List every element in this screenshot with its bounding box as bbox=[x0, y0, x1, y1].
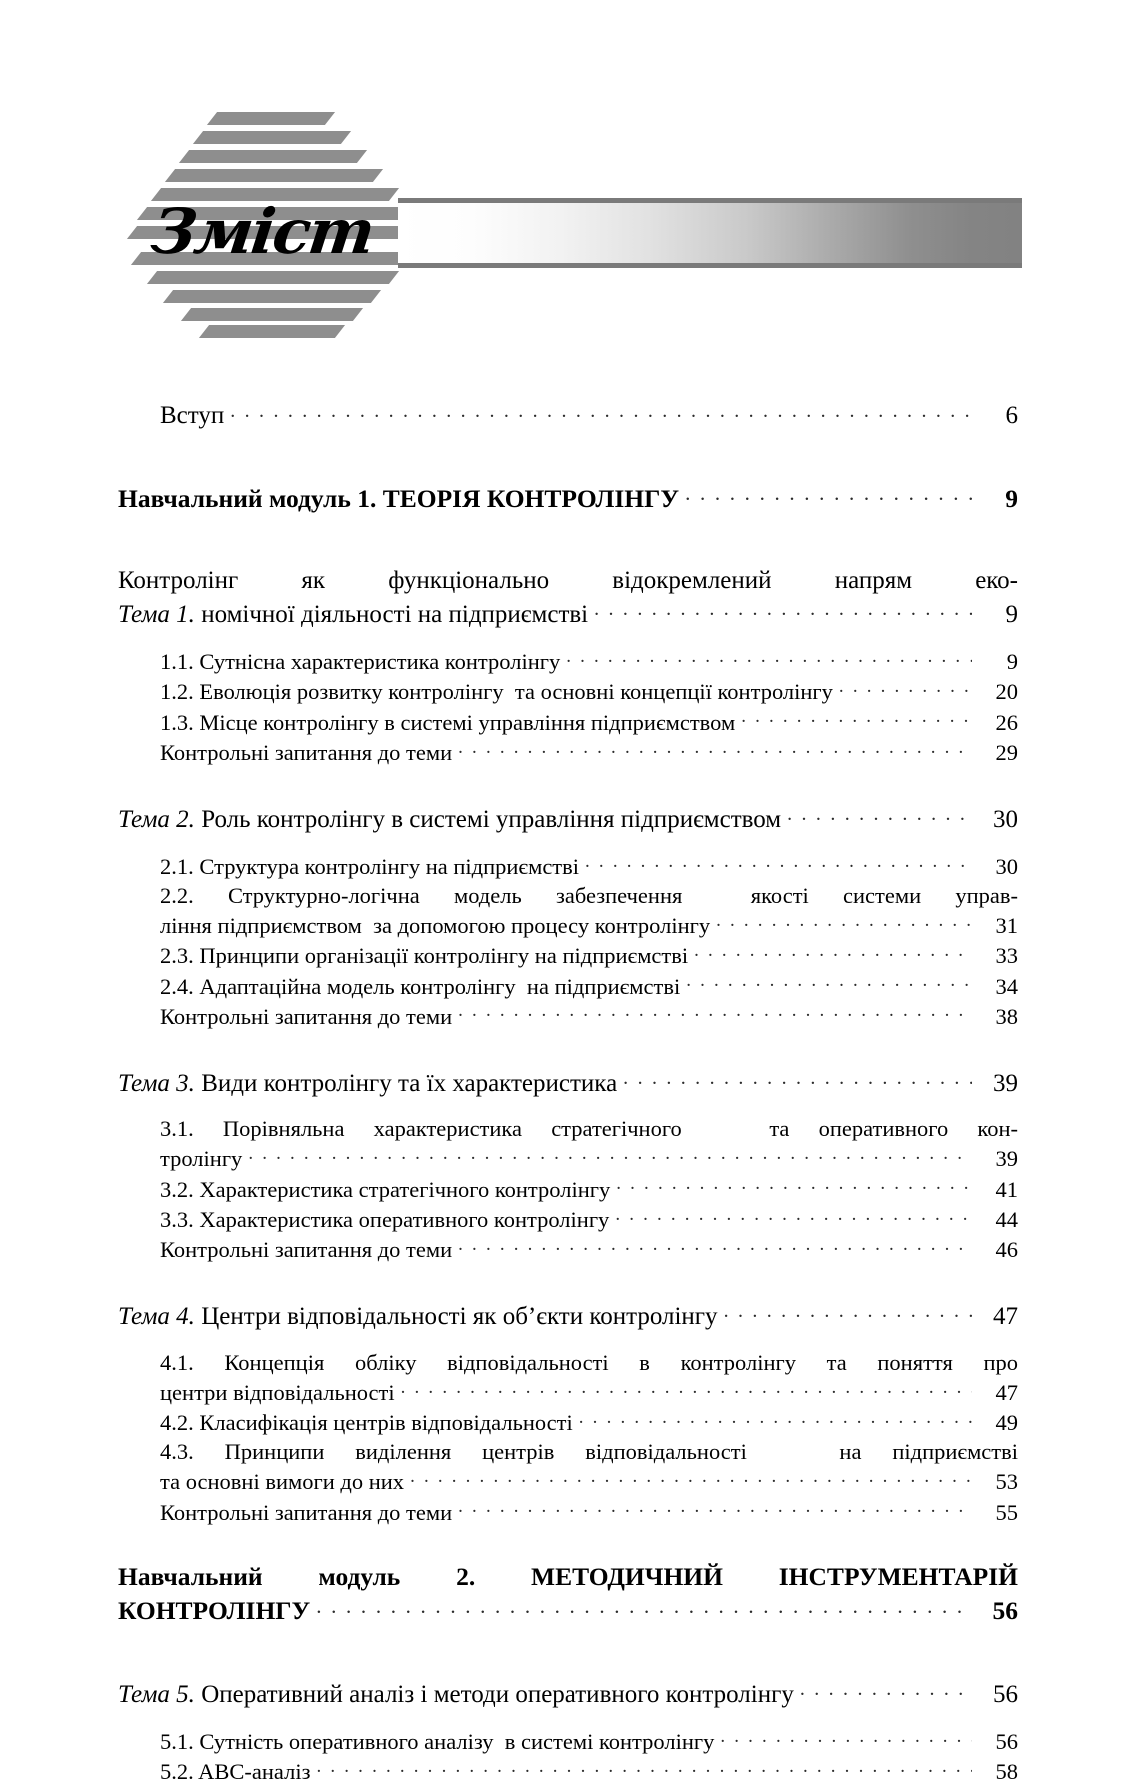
toc-entry-row bbox=[118, 481, 1018, 515]
toc-entry-label: 2.4. Адаптаційна модель контролінгу на підприємстві bbox=[160, 973, 681, 999]
toc-entry-label: тролінгу bbox=[160, 1146, 243, 1172]
toc-entry-label: Контрольні запитання до теми bbox=[160, 1237, 453, 1263]
page-title-script: Зміст bbox=[147, 195, 378, 268]
toc-entry[interactable] bbox=[118, 565, 1018, 632]
toc-page-number: 9 bbox=[1005, 601, 1018, 629]
toc-entry-label bbox=[118, 599, 588, 632]
toc-entry-label: Контрольні запитання до теми bbox=[160, 1003, 453, 1029]
toc-entry-label bbox=[118, 804, 781, 837]
toc-entry[interactable] bbox=[160, 738, 1018, 768]
toc-entry-label: Вступ bbox=[160, 402, 225, 429]
toc-page-number: 55 bbox=[995, 1499, 1018, 1525]
toc-entry-text: Оперативний аналіз і методи оперативного контролінгу bbox=[201, 1681, 794, 1709]
dot-leader bbox=[410, 1467, 972, 1490]
spacer bbox=[118, 1106, 1018, 1115]
toc-entry-row bbox=[118, 1593, 1018, 1627]
toc-entry[interactable] bbox=[160, 1204, 1018, 1234]
toc-page-number: 33 bbox=[995, 943, 1018, 969]
toc-page-number: 56 bbox=[995, 1729, 1018, 1755]
toc-entry-label: 4.2. Класифікація центрів відповідальності bbox=[160, 1410, 573, 1436]
toc-entry-text: Центри відповідальності як об’єкти контролінгу bbox=[201, 1303, 718, 1331]
dot-leader bbox=[623, 1066, 972, 1091]
toc-page-number: 9 bbox=[1006, 649, 1018, 675]
spacer bbox=[118, 1643, 1018, 1663]
dot-leader bbox=[720, 1727, 972, 1750]
toc-page-number: 47 bbox=[993, 1303, 1018, 1331]
spacer bbox=[118, 1340, 1018, 1349]
spacer bbox=[118, 1265, 1018, 1285]
toc-page-number: 53 bbox=[995, 1469, 1018, 1495]
toc-entry-row bbox=[160, 647, 1018, 677]
dot-leader bbox=[458, 1235, 972, 1258]
dot-leader bbox=[685, 481, 972, 507]
toc-entry-row bbox=[160, 1497, 1018, 1527]
toc-page-number: 47 bbox=[995, 1379, 1018, 1405]
toc-page-number: 20 bbox=[995, 679, 1018, 705]
toc-entry-row bbox=[160, 1727, 1018, 1757]
dot-leader bbox=[616, 1174, 972, 1197]
dot-leader bbox=[458, 1497, 972, 1520]
spacer bbox=[118, 842, 1018, 851]
toc-entry-label: 5.2. ABC-аналіз bbox=[160, 1759, 311, 1785]
toc-entry-tag: Тема 4. bbox=[118, 1303, 195, 1331]
toc-entry-text: номічної діяльності на підприємстві bbox=[201, 601, 589, 629]
toc-entry-text: Роль контролінгу в системі управління підприємством bbox=[201, 805, 782, 833]
dot-leader bbox=[800, 1677, 972, 1702]
toc-page-number: 56 bbox=[992, 1595, 1018, 1625]
toc-entry-label: 1.1. Сутнісна характеристика контролінгу bbox=[160, 649, 561, 675]
toc-entry[interactable] bbox=[160, 1174, 1018, 1204]
toc-entry-row bbox=[160, 1757, 1018, 1787]
toc-entry-row bbox=[118, 597, 1018, 632]
toc-entry-label bbox=[118, 1068, 617, 1101]
toc-entry-row bbox=[160, 1408, 1018, 1438]
spacer bbox=[118, 447, 1018, 481]
dot-leader bbox=[585, 851, 972, 874]
toc-page-number: 56 bbox=[993, 1681, 1018, 1709]
toc-entry-row bbox=[160, 1001, 1018, 1031]
dot-leader bbox=[458, 1001, 972, 1024]
dot-leader bbox=[615, 1204, 972, 1227]
dot-leader bbox=[594, 597, 972, 622]
toc-entry-row bbox=[118, 1299, 1018, 1334]
toc-page-number: 38 bbox=[995, 1003, 1018, 1029]
toc-entry-label: та основні вимоги до них bbox=[160, 1469, 405, 1495]
toc-entry-label: 2.1. Структура контролінгу на підприємстві bbox=[160, 853, 580, 879]
spacer bbox=[118, 1718, 1018, 1727]
toc-entry-label: 1.3. Місце контролінгу в системі управління підприємством bbox=[160, 709, 736, 735]
toc-entry-line-1: 3.1. Порівняльна характеристика стратегічного та оперативного кон- bbox=[160, 1116, 1018, 1142]
toc-entry[interactable] bbox=[160, 1727, 1018, 1757]
toc-entry[interactable] bbox=[160, 1349, 1018, 1408]
toc-entry-row bbox=[118, 1677, 1018, 1712]
toc-entry-row bbox=[160, 851, 1018, 881]
toc-entry-line-1: 4.3. Принципи виділення центрів відповідальності на підприємстві bbox=[160, 1438, 1018, 1464]
toc-entry-label: Контрольні запитання до теми bbox=[160, 740, 453, 766]
toc-entry-label: Контрольні запитання до теми bbox=[160, 1499, 453, 1525]
toc-entry[interactable] bbox=[160, 647, 1018, 677]
dot-leader bbox=[230, 398, 972, 423]
toc-entry[interactable] bbox=[118, 1677, 1018, 1712]
toc-entry-line-1: 2.2. Структурно-логічна модель забезпечення якості системи управ- bbox=[160, 882, 1018, 908]
toc-page-number: 9 bbox=[1005, 483, 1018, 513]
toc-entry[interactable] bbox=[160, 398, 1018, 430]
toc-entry-tag: Тема 5. bbox=[118, 1681, 195, 1709]
logo-bar bbox=[165, 169, 383, 182]
dot-leader bbox=[316, 1593, 972, 1619]
dot-leader bbox=[787, 802, 972, 827]
toc-entry-row bbox=[160, 941, 1018, 971]
logo-bar bbox=[199, 325, 345, 338]
logo-bar bbox=[179, 150, 367, 163]
toc-entry-label: 3.2. Характеристика стратегічного контролінгу bbox=[160, 1176, 611, 1202]
toc-entry-row bbox=[160, 971, 1018, 1001]
toc-entry-label: 2.3. Принципи організації контролінгу на підприємстві bbox=[160, 943, 689, 969]
logo-bar bbox=[193, 131, 351, 144]
toc-entry[interactable] bbox=[160, 707, 1018, 737]
toc-entry-row bbox=[160, 1467, 1018, 1497]
dot-leader bbox=[579, 1408, 972, 1431]
toc-entry[interactable] bbox=[160, 1235, 1018, 1265]
toc-page-number: 26 bbox=[995, 709, 1018, 735]
toc-page-number: 49 bbox=[995, 1410, 1018, 1436]
spacer bbox=[118, 1527, 1018, 1561]
toc-entry-tag: Тема 1. bbox=[118, 601, 195, 629]
toc-entry-text: Види контролінгу та їх характеристика bbox=[201, 1069, 618, 1097]
toc-entry[interactable] bbox=[160, 677, 1018, 707]
toc-entry-label: 1.2. Еволюція розвитку контролінгу та основні концепції контролінгу bbox=[160, 679, 833, 705]
toc-entry-tag: Тема 2. bbox=[118, 805, 195, 833]
toc-entry-row bbox=[160, 1377, 1018, 1407]
toc-entry-label: КОНТРОЛІНГУ bbox=[118, 1595, 311, 1625]
toc-entry-row bbox=[160, 398, 1018, 430]
toc-page-number: 39 bbox=[993, 1069, 1018, 1097]
toc-entry-label: центри відповідальності bbox=[160, 1379, 395, 1405]
header-bar-bottom-rule bbox=[398, 263, 1022, 268]
spacer bbox=[118, 768, 1018, 788]
dot-leader bbox=[694, 941, 972, 964]
toc-entry-row bbox=[160, 910, 1018, 940]
toc-entry-row bbox=[160, 1235, 1018, 1265]
toc-entry-label: ління підприємством за допомогою процесу контролінгу bbox=[160, 912, 711, 938]
toc-entry[interactable] bbox=[118, 1299, 1018, 1334]
toc-entry-label bbox=[118, 1679, 794, 1712]
toc-page-number: 29 bbox=[995, 740, 1018, 766]
dot-leader bbox=[458, 738, 972, 761]
toc-entry-line-1: Навчальний модуль 2. МЕТОДИЧНИЙ ІНСТРУМЕНТАРІЙ bbox=[118, 1562, 1018, 1592]
toc-entry[interactable] bbox=[160, 1001, 1018, 1031]
spacer bbox=[118, 638, 1018, 647]
logo-bar bbox=[147, 271, 399, 284]
toc-entry-row bbox=[118, 802, 1018, 837]
toc-entry-label: 5.1. Сутність оперативного аналізу в системі контролінгу bbox=[160, 1729, 715, 1755]
table-of-contents bbox=[118, 398, 1018, 1787]
toc-entry[interactable] bbox=[160, 1408, 1018, 1438]
toc-page-number: 44 bbox=[995, 1206, 1018, 1232]
toc-entry-label: 3.3. Характеристика оперативного контролінгу bbox=[160, 1206, 610, 1232]
toc-page-number: 41 bbox=[995, 1176, 1018, 1202]
logo-bar bbox=[207, 112, 335, 125]
toc-page-number: 39 bbox=[995, 1146, 1018, 1172]
toc-entry[interactable] bbox=[160, 941, 1018, 971]
header-bar-gradient-fill bbox=[398, 203, 1022, 263]
dot-leader bbox=[248, 1144, 972, 1167]
toc-entry[interactable] bbox=[160, 882, 1018, 941]
toc-page-number: 6 bbox=[1005, 402, 1018, 429]
toc-entry[interactable] bbox=[160, 1497, 1018, 1527]
toc-entry[interactable] bbox=[160, 1757, 1018, 1787]
spacer bbox=[118, 1032, 1018, 1052]
logo-bar bbox=[181, 308, 363, 321]
dot-leader bbox=[724, 1299, 972, 1324]
dot-leader bbox=[686, 971, 972, 994]
dot-leader bbox=[716, 910, 972, 933]
toc-page-number: 34 bbox=[995, 973, 1018, 999]
spacer bbox=[118, 531, 1018, 551]
toc-entry-row bbox=[160, 1204, 1018, 1234]
toc-entry[interactable] bbox=[118, 481, 1018, 515]
toc-entry-row bbox=[160, 1174, 1018, 1204]
dot-leader bbox=[566, 647, 972, 670]
toc-entry-tag: Тема 3. bbox=[118, 1069, 195, 1097]
toc-page-number: 30 bbox=[993, 805, 1018, 833]
toc-entry-row bbox=[160, 738, 1018, 768]
header-gradient-bar bbox=[398, 198, 1022, 268]
toc-entry[interactable] bbox=[160, 851, 1018, 881]
logo-bar bbox=[163, 290, 381, 303]
toc-entry-label: Навчальний модуль 1. ТЕОРІЯ КОНТРОЛІНГУ bbox=[118, 483, 680, 513]
toc-entry-row bbox=[160, 677, 1018, 707]
toc-entry[interactable] bbox=[160, 971, 1018, 1001]
toc-page-number: 58 bbox=[995, 1759, 1018, 1785]
page-header-ornament bbox=[0, 0, 1142, 370]
toc-entry[interactable] bbox=[160, 1438, 1018, 1497]
toc-page-number: 46 bbox=[995, 1237, 1018, 1263]
toc-entry-row bbox=[118, 1066, 1018, 1101]
toc-entry-row bbox=[160, 1144, 1018, 1174]
dot-leader bbox=[316, 1757, 972, 1780]
dot-leader bbox=[741, 707, 972, 730]
toc-entry[interactable] bbox=[118, 1561, 1018, 1627]
toc-entry-line-1: 4.1. Концепція обліку відповідальності в контролінгу та поняття про bbox=[160, 1349, 1018, 1375]
toc-entry-row bbox=[160, 707, 1018, 737]
dot-leader bbox=[839, 677, 972, 700]
toc-entry-line-1: Контролінг як функціонально відокремлений напрям еко- bbox=[118, 566, 1018, 594]
toc-entry[interactable] bbox=[160, 1115, 1018, 1174]
toc-entry[interactable] bbox=[118, 1066, 1018, 1101]
toc-page-number: 31 bbox=[995, 912, 1018, 938]
toc-entry-label bbox=[118, 1301, 718, 1334]
toc-page-number: 30 bbox=[995, 853, 1018, 879]
toc-entry[interactable] bbox=[118, 802, 1018, 837]
dot-leader bbox=[401, 1377, 972, 1400]
